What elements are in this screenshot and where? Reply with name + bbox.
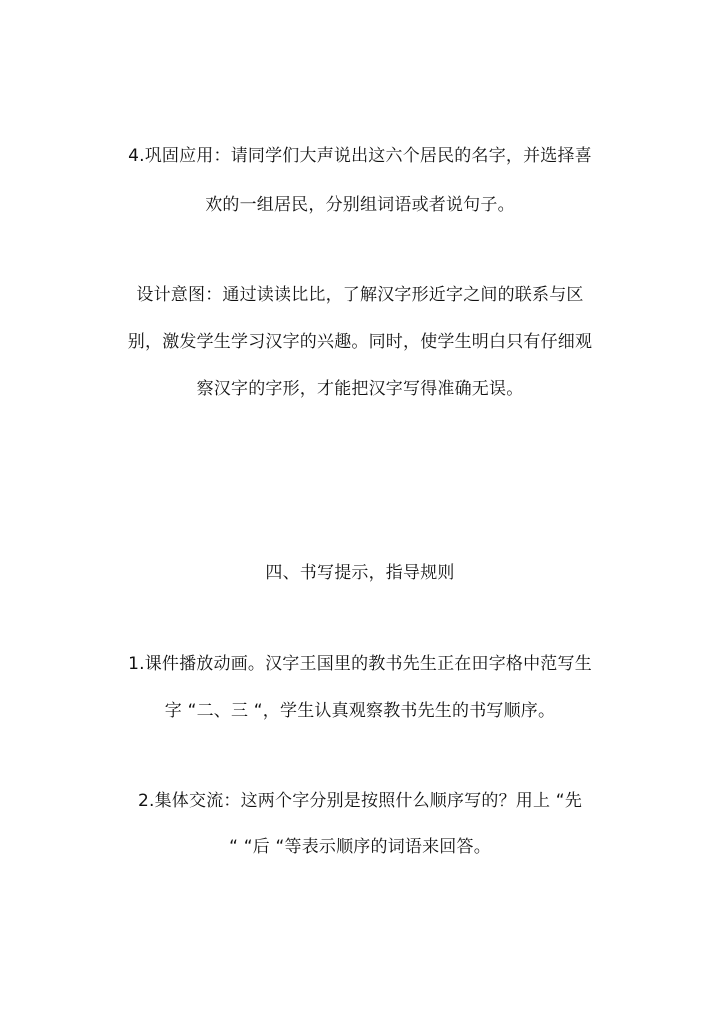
design-intent-line-2: 别，激发学生学习汉字的兴趣。同时，使学生明白只有仔细观 [127,332,593,352]
design-intent-line-1: 设计意图：通过读读比比，了解汉字形近字之间的联系与区 [136,285,584,305]
consolidate-line-2: 欢的一组居民，分别组词语或者说句子。 [205,195,515,215]
item-2-line-1: 2.集体交流：这两个字分别是按照什么顺序写的？用上 “先 [137,791,583,811]
item-2-line-2: “ “后 “等表示顺序的词语来回答。 [229,837,491,857]
item-1-line-1: 1.课件播放动画。汉字王国里的教书先生正在田字格中范写生 [128,654,592,674]
item-1-line-2: 字 “二、三 “，学生认真观察教书先生的书写顺序。 [164,701,556,721]
consolidate-line-1: 4.巩固应用：请同学们大声说出这六个居民的名字，并选择喜 [128,146,592,166]
section-four-heading: 四、书写提示，指导规则 [265,563,455,583]
design-intent-line-3: 察汉字的字形，才能把汉字写得准确无误。 [196,379,524,399]
